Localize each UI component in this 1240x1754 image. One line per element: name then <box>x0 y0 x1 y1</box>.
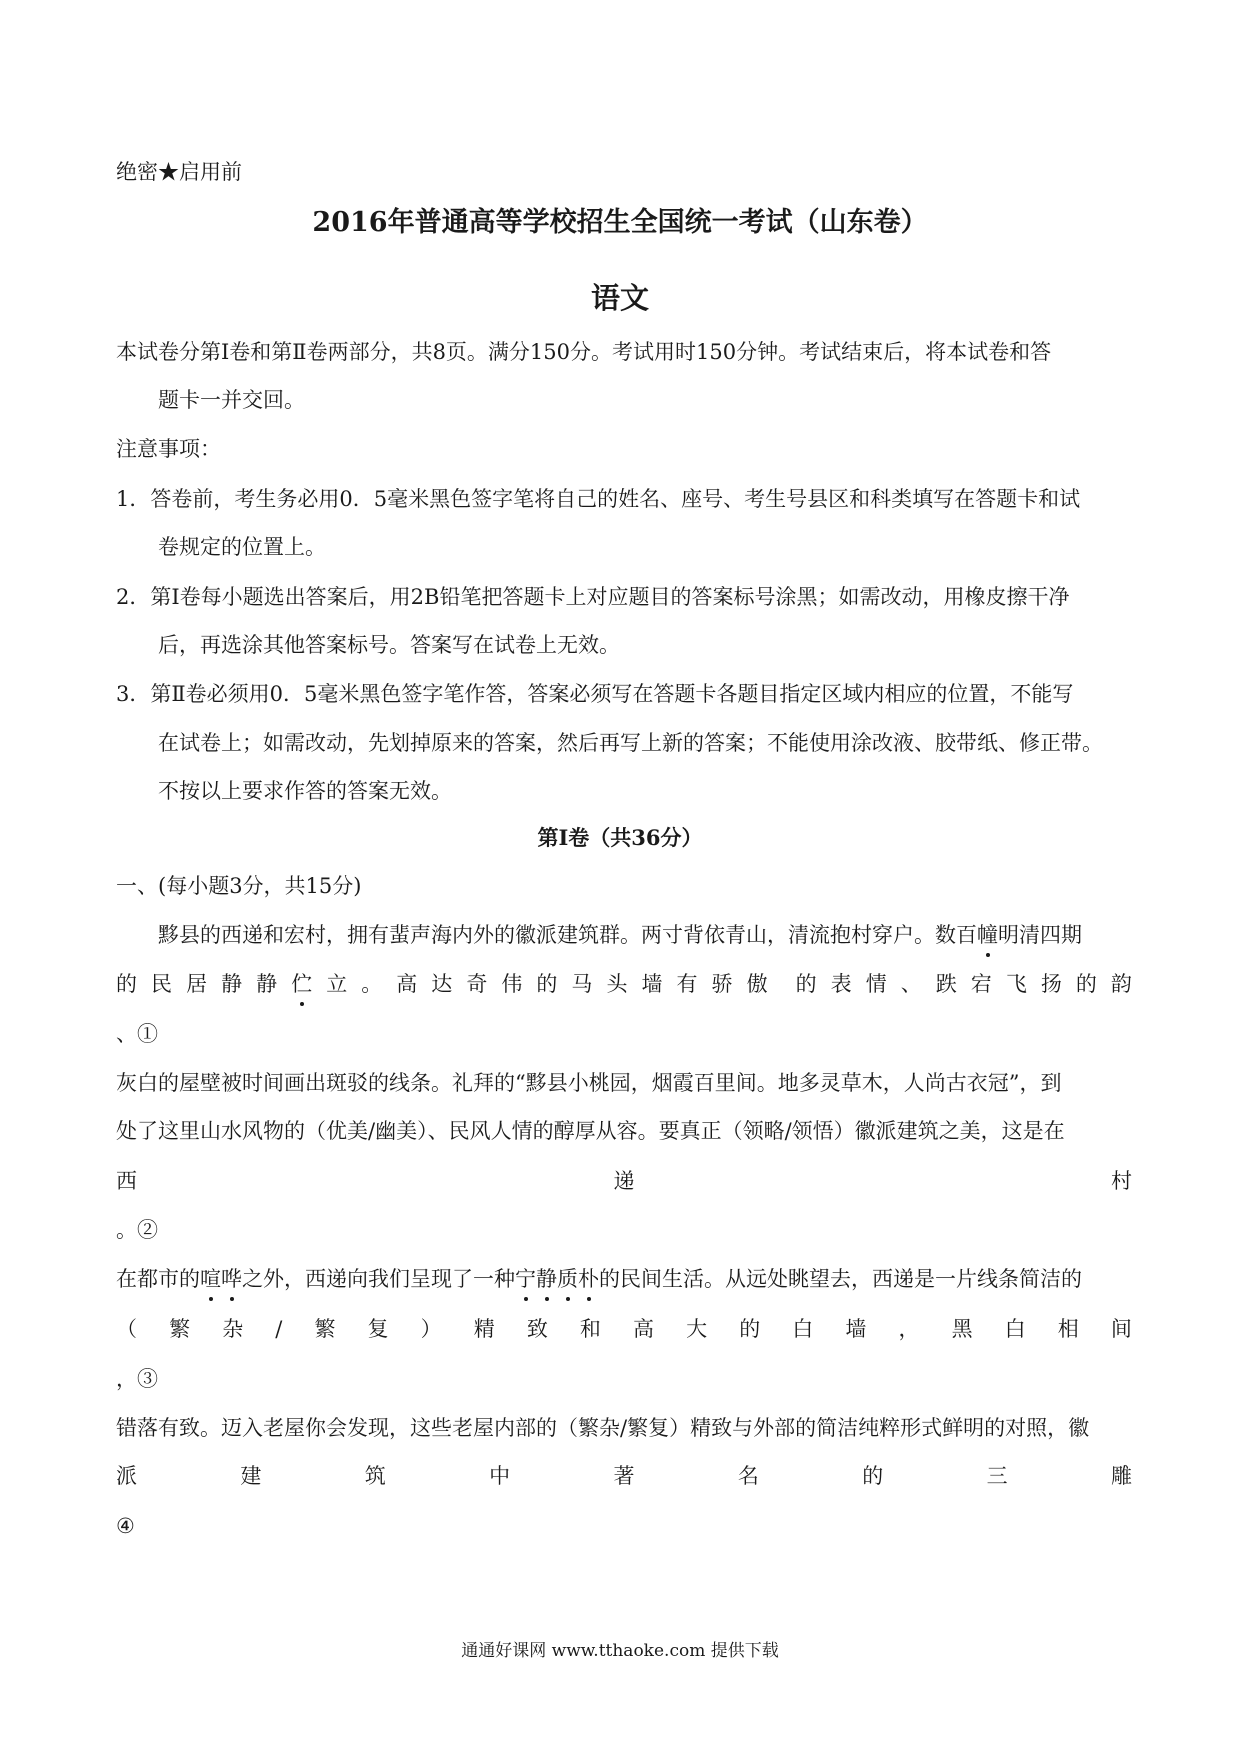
spaced-char: / <box>275 1317 283 1341</box>
spaced-char: 西 <box>116 1169 137 1193</box>
spaced-char: 奇 <box>466 972 488 996</box>
emphasis-char: 哗 <box>221 1264 242 1294</box>
note-2-line-2: 后，再选涂其他答案标号。答案写在试卷上无效。 <box>158 633 620 657</box>
spaced-char: 著 <box>613 1464 635 1488</box>
passage-line-8a: 在都市的 <box>116 1267 200 1291</box>
note-1-line-1: 1．答卷前，考生务必用0．5毫米黑色签字笔将自己的姓名、座号、考生号县区和科类填写在答题卡和试 <box>116 487 1081 511</box>
passage-line-8c: 之外，西递向我们呈现了一种 <box>242 1267 515 1291</box>
spaced-char: 骄 <box>711 972 733 996</box>
spaced-char: 飞 <box>1005 972 1027 996</box>
spaced-char: ， <box>898 1317 920 1341</box>
intro-line-1: 本试卷分第Ⅰ卷和第Ⅱ卷两部分，共8页。满分150分。考试用时150分钟。考试结束后，将本试卷和答 <box>116 340 1052 364</box>
spaced-char: 民 <box>151 972 173 996</box>
passage-line-8 <box>116 1264 1132 1294</box>
spaced-char: 伟 <box>501 972 523 996</box>
spaced-char: 繁 <box>169 1317 191 1341</box>
spaced-char: 有 <box>676 972 698 996</box>
spaced-char: 高 <box>396 972 418 996</box>
passage-line-6 <box>116 1166 1132 1196</box>
spaced-char: 的 <box>116 972 137 996</box>
spaced-char: 建 <box>240 1464 262 1488</box>
spaced-char: 表 <box>830 972 852 996</box>
spaced-char: 中 <box>489 1464 511 1488</box>
spaced-char: 韵 <box>1110 972 1132 996</box>
spaced-char: 情 <box>865 972 887 996</box>
spaced-char: 的 <box>1075 972 1097 996</box>
spaced-char: 筑 <box>364 1464 386 1488</box>
spaced-char: 大 <box>686 1317 708 1341</box>
passage-line-13: ④ <box>116 1514 135 1538</box>
passage-line-3: 、① <box>116 1022 158 1046</box>
footer-credit: 通通好课网 www.tthaoke.com 提供下载 <box>461 1641 779 1661</box>
spaced-char: 复 <box>367 1317 389 1341</box>
spaced-char: 傲 <box>746 972 768 996</box>
spaced-char: 立 <box>326 972 348 996</box>
passage-line-4: 灰白的屋壁被时间画出斑驳的线条。礼拜的“黟县小桃园，烟霞百里间。地多灵草木，人尚古衣冠”，到 <box>116 1071 1062 1095</box>
spaced-char: 致 <box>526 1317 548 1341</box>
emphasis-char: 朴 <box>578 1264 599 1294</box>
spaced-char: 白 <box>1004 1317 1026 1341</box>
spaced-char: 高 <box>633 1317 655 1341</box>
spaced-char: 繁 <box>314 1317 336 1341</box>
note-3-line-3: 不按以上要求作答的答案无效。 <box>158 779 452 803</box>
emphasis-char: 静 <box>536 1264 557 1294</box>
spaced-char: 相 <box>1057 1317 1079 1341</box>
section-heading: 第Ⅰ卷（共36分） <box>537 825 703 850</box>
spaced-char: 名 <box>737 1464 759 1488</box>
spaced-char: 黑 <box>951 1317 973 1341</box>
spaced-char: 、 <box>900 972 922 996</box>
subject-title: 语文 <box>590 281 649 315</box>
passage-line-2 <box>116 969 1132 999</box>
note-3-line-1: 3．第Ⅱ卷必须用0．5毫米黑色签字笔作答，答案必须写在答题卡各题目指定区域内相应的位置，不能写 <box>116 682 1074 706</box>
spaced-char: 伫 <box>291 969 312 999</box>
spaced-char: 精 <box>473 1317 495 1341</box>
spaced-char: ） <box>420 1317 442 1341</box>
passage-line-1a: 黟县的西递和宏村，拥有蜚声海内外的徽派建筑群。两寸背依青山，清流抱村穿户。数百 <box>158 923 977 947</box>
passage-line-12 <box>116 1461 1132 1491</box>
notes-heading: 注意事项： <box>116 437 221 461</box>
spaced-char: 和 <box>579 1317 601 1341</box>
spaced-char: 三 <box>986 1464 1008 1488</box>
passage-line-10: ，③ <box>116 1367 158 1391</box>
spaced-char: 白 <box>792 1317 814 1341</box>
passage-line-11: 错落有致。迈入老屋你会发现，这些老屋内部的（繁杂/繁复）精致与外部的简洁纯粹形式鲜明的对照，徽 <box>116 1416 1090 1440</box>
spaced-char: 跌 <box>935 972 957 996</box>
spaced-char: 头 <box>606 972 628 996</box>
spaced-char: 静 <box>221 972 243 996</box>
note-2-line-1: 2．第Ⅰ卷每小题选出答案后，用2B铅笔把答题卡上对应题目的答案标号涂黑；如需改动，用橡皮擦干净 <box>116 585 1070 609</box>
passage-line-9 <box>116 1314 1132 1344</box>
spaced-char: 的 <box>536 972 558 996</box>
spaced-char: 马 <box>571 972 593 996</box>
spaced-char: 的 <box>862 1464 884 1488</box>
spaced-char: 递 <box>613 1169 635 1193</box>
spaced-char: 村 <box>1111 1169 1132 1193</box>
passage-line-5: 处了这里山水风物的（优美/幽美）、民风人情的醇厚从容。要真正（领略/领悟）徽派建筑之美，这是在 <box>116 1119 1065 1143</box>
spaced-char: 雕 <box>1111 1464 1132 1488</box>
spaced-char: 墙 <box>641 972 663 996</box>
spaced-char: 静 <box>256 972 278 996</box>
intro-line-2: 题卡一并交回。 <box>158 388 305 412</box>
exam-title: 2016年普通高等学校招生全国统一考试（山东卷） <box>312 207 928 238</box>
passage-line-8e: 的民间生活。从远处眺望去，西递是一片线条简洁的 <box>599 1267 1082 1291</box>
spaced-char: （ <box>116 1317 137 1341</box>
passage-line-7: 。② <box>116 1218 158 1242</box>
passage-line-1 <box>158 920 1132 950</box>
passage-emphasis-char: 幢 <box>977 920 998 950</box>
part-heading: 一、(每小题3分，共15分) <box>116 874 362 898</box>
emphasis-char: 喧 <box>200 1264 221 1294</box>
passage-line-1c: 明清四期 <box>998 923 1082 947</box>
classified-label: 绝密★启用前 <box>116 160 242 184</box>
spaced-char: 杂 <box>222 1317 244 1341</box>
spaced-char: 。 <box>361 972 383 996</box>
spaced-char: 宕 <box>970 972 992 996</box>
spaced-char: 派 <box>116 1464 137 1488</box>
spaced-char: 达 <box>431 972 453 996</box>
spaced-char: 居 <box>186 972 208 996</box>
emphasis-char: 质 <box>557 1264 578 1294</box>
note-3-line-2: 在试卷上；如需改动，先划掉原来的答案，然后再写上新的答案；不能使用涂改液、胶带纸、修正带。 <box>158 731 1103 755</box>
spaced-char: 扬 <box>1040 972 1062 996</box>
emphasis-char: 宁 <box>515 1264 536 1294</box>
note-1-line-2: 卷规定的位置上。 <box>158 535 326 559</box>
spaced-char: 的 <box>739 1317 761 1341</box>
spaced-char: 的 <box>795 972 817 996</box>
spaced-char: 间 <box>1110 1317 1132 1341</box>
spaced-char: 墙 <box>845 1317 867 1341</box>
